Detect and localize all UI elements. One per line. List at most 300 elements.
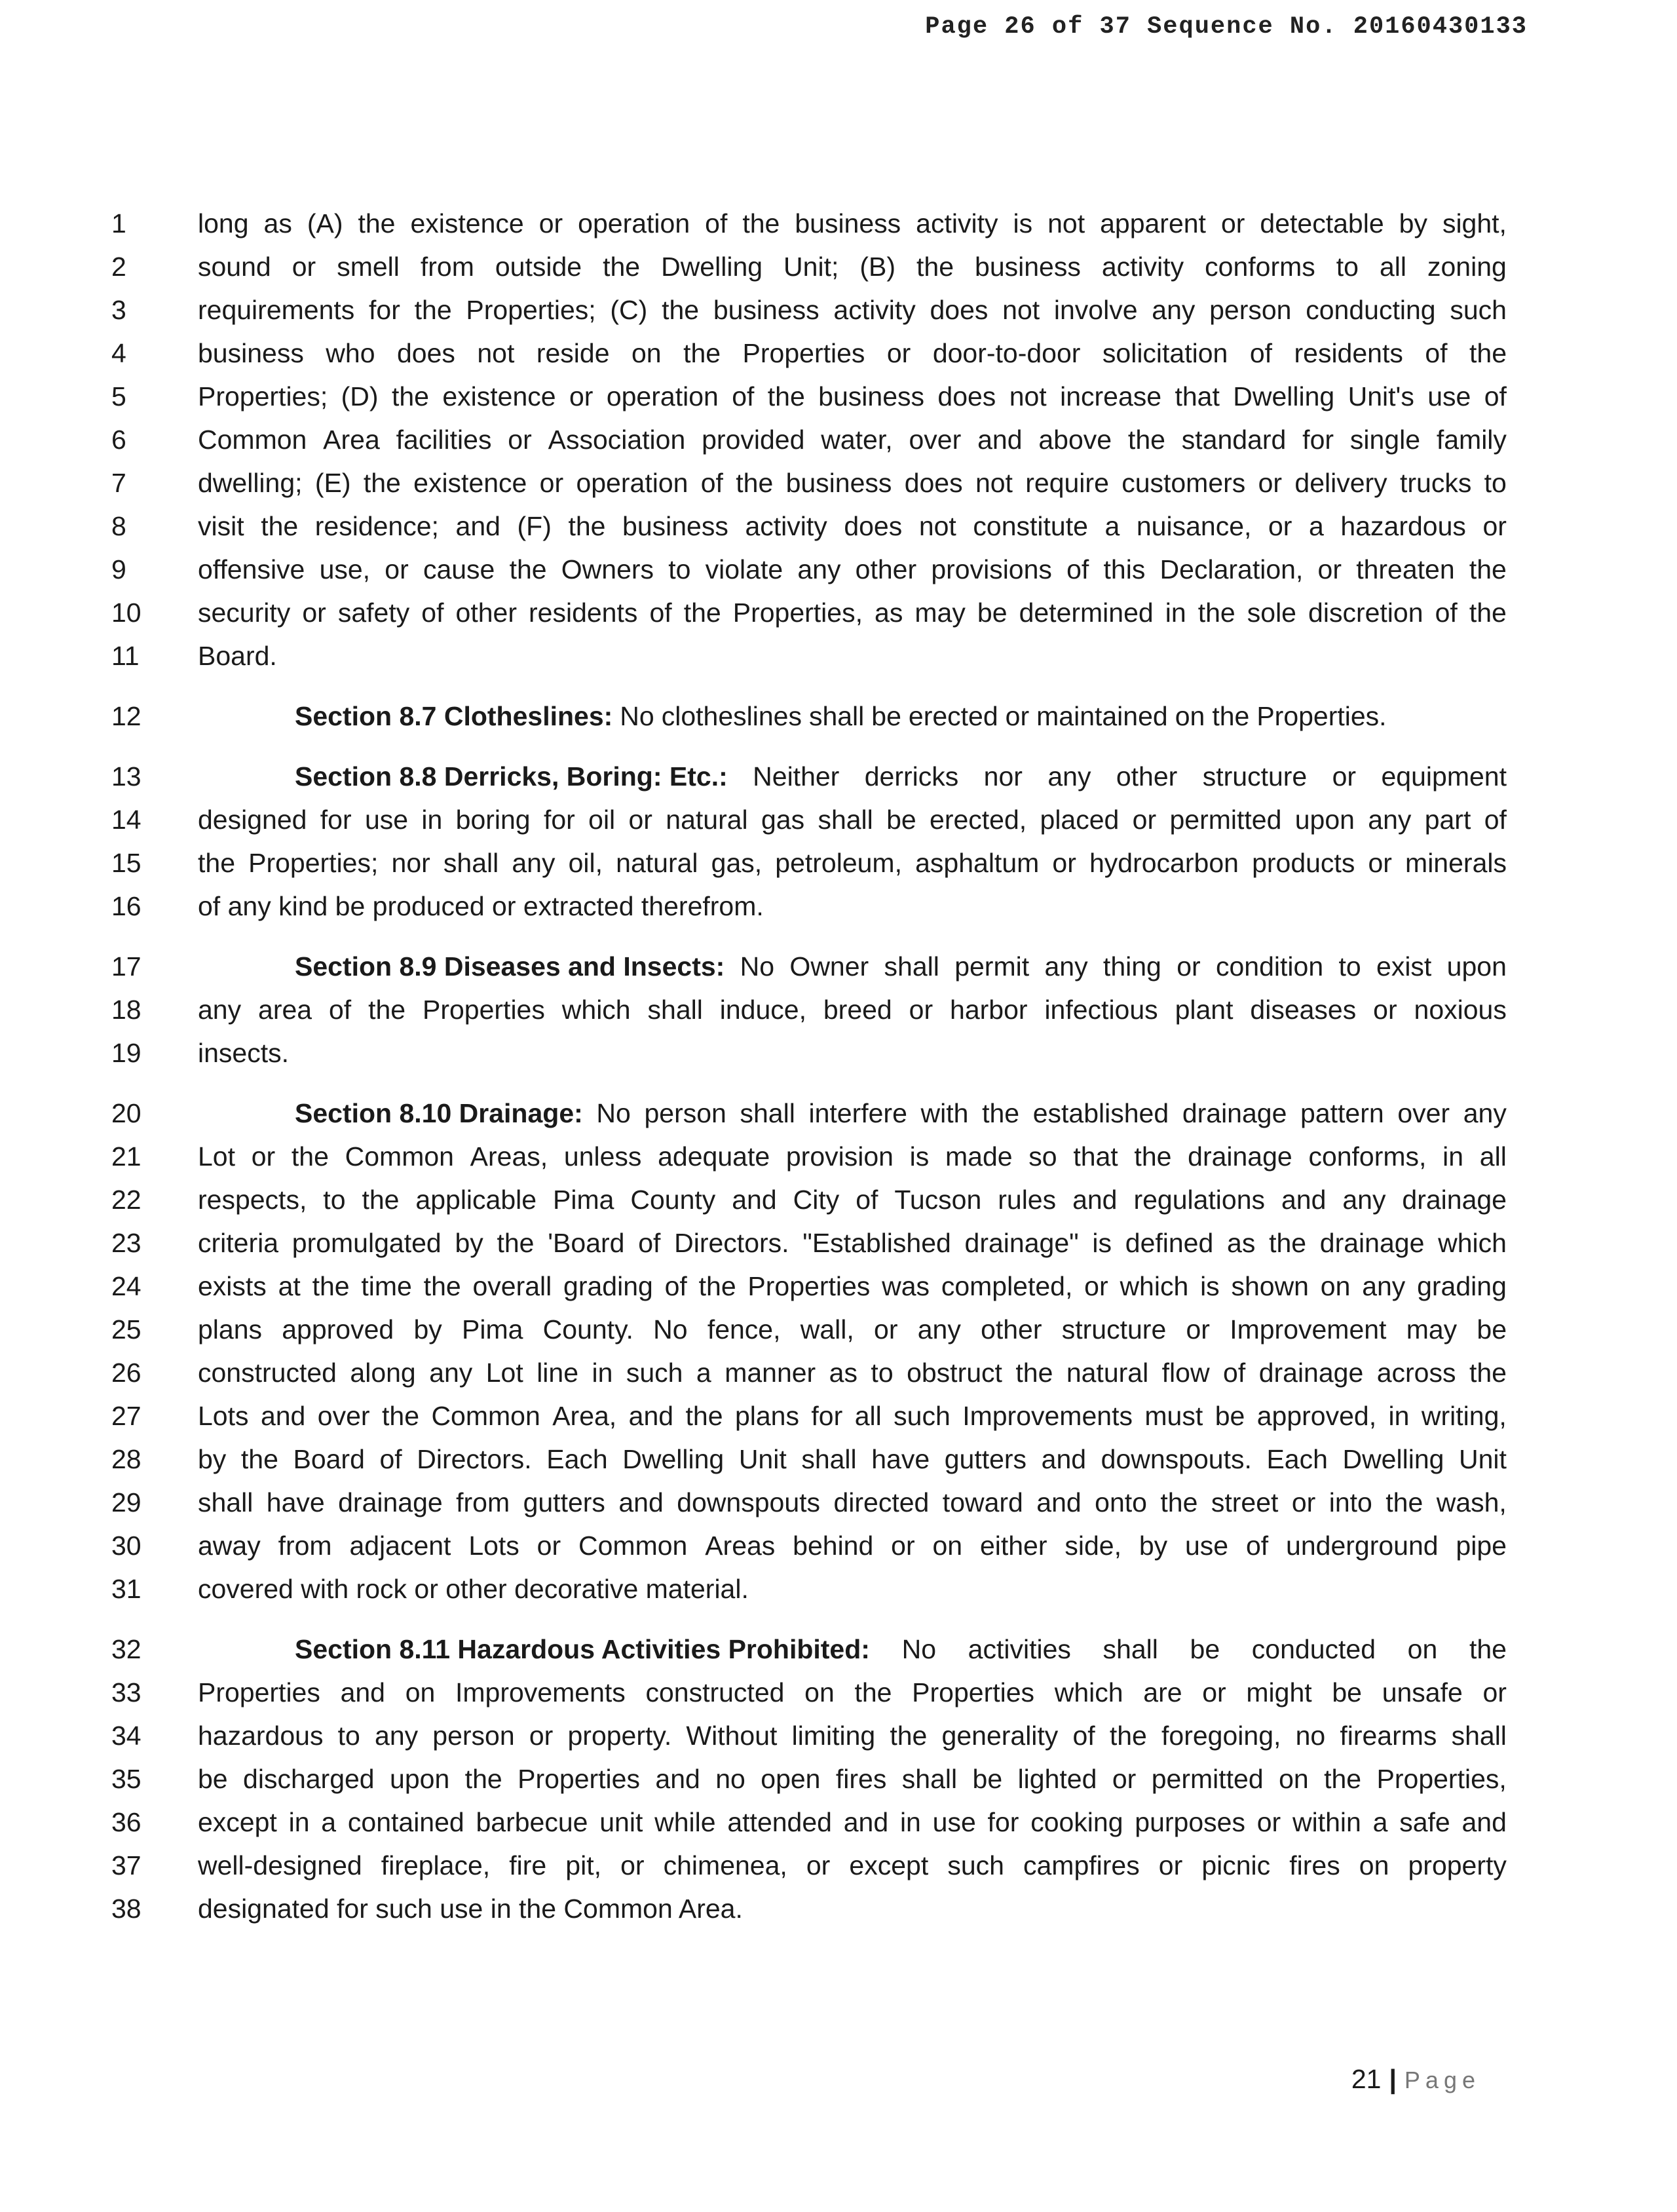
line-number: 20: [111, 1098, 141, 1128]
word: on: [405, 1677, 436, 1707]
word: the: [916, 252, 954, 282]
word: not: [1047, 208, 1085, 238]
word: or: [302, 598, 326, 628]
word: and: [1041, 1444, 1087, 1474]
word: Lot: [198, 1141, 235, 1172]
word: operation: [576, 468, 688, 498]
word: Properties;: [198, 381, 328, 411]
word: over: [1397, 1098, 1450, 1128]
word: existence: [410, 208, 524, 238]
document-line: [105, 1351, 1507, 1394]
word: the: [683, 598, 721, 628]
word: gutters: [944, 1444, 1027, 1474]
word: or: [1482, 1677, 1507, 1707]
word: wash,: [1436, 1487, 1507, 1517]
word: designed: [198, 805, 307, 835]
word: or: [620, 1850, 645, 1880]
word: foregoing,: [1161, 1721, 1281, 1751]
word: equipment: [1381, 761, 1507, 791]
word: campfires: [1023, 1850, 1140, 1880]
word: safe: [1399, 1807, 1450, 1837]
word: other: [855, 554, 917, 584]
word: the: [414, 295, 452, 325]
word: time: [361, 1271, 412, 1301]
section-block: [105, 755, 1507, 928]
word: discharged: [243, 1764, 375, 1794]
document-line: [105, 798, 1507, 841]
word: Common: [578, 1531, 688, 1561]
word: from: [456, 1487, 510, 1517]
word: the: [261, 511, 299, 541]
word: limiting: [791, 1721, 876, 1751]
line-text: [198, 332, 1507, 375]
word: provided: [702, 425, 805, 455]
word: business: [975, 252, 1081, 282]
document-line: [105, 695, 1507, 738]
word: onto: [1095, 1487, 1147, 1517]
word: for: [543, 805, 575, 835]
word: of: [638, 1228, 661, 1258]
word: does: [937, 381, 996, 411]
word: to: [323, 1185, 346, 1215]
word: Each: [546, 1444, 608, 1474]
word: County.: [542, 1314, 633, 1344]
word: or: [1084, 1271, 1108, 1301]
line-text: [198, 1394, 1507, 1438]
line-number: 6: [111, 425, 126, 455]
word: of: [649, 598, 672, 628]
document-line: [105, 548, 1507, 591]
word: sight,: [1442, 208, 1507, 238]
word: or: [806, 1850, 831, 1880]
word: contained: [347, 1807, 464, 1837]
word: be: [1190, 1634, 1220, 1664]
word: by: [1399, 208, 1427, 238]
word: discretion: [1308, 598, 1423, 628]
word: be: [1215, 1401, 1245, 1431]
word: or: [1112, 1764, 1137, 1794]
word: have: [871, 1444, 930, 1474]
word: as: [829, 1358, 857, 1388]
word: (B): [859, 252, 896, 282]
word: person: [644, 1098, 726, 1128]
word: Improvements: [455, 1677, 626, 1707]
word: the: [509, 554, 547, 584]
word: of: [705, 208, 728, 238]
word: pit,: [565, 1850, 601, 1880]
word: or: [1005, 701, 1030, 731]
line-number: 38: [111, 1894, 141, 1924]
line-text: [198, 1801, 1507, 1844]
word: hydrocarbon: [1089, 848, 1239, 878]
word: respects,: [198, 1185, 307, 1215]
word: hazardous: [198, 1721, 324, 1751]
word: may: [914, 598, 966, 628]
word: the: [1469, 338, 1507, 368]
word: or: [529, 1721, 554, 1751]
word: on: [1320, 1271, 1351, 1301]
word: shall: [740, 1098, 795, 1128]
line-text: [198, 548, 1507, 591]
word: of: [732, 381, 755, 411]
document-line: [105, 1031, 1507, 1075]
word: outside: [495, 252, 582, 282]
word: shown: [1231, 1271, 1309, 1301]
word: the: [1015, 1358, 1053, 1388]
document-line: [105, 1265, 1507, 1308]
document-body: [105, 202, 1507, 1947]
word: and: [1461, 1807, 1507, 1837]
word: shall: [801, 1444, 857, 1474]
word: be: [871, 701, 901, 731]
word: not: [1002, 295, 1040, 325]
word: either: [979, 1531, 1047, 1561]
word: which: [1120, 1271, 1189, 1301]
line-content: insects.: [198, 1038, 289, 1068]
word: in: [1388, 1401, 1410, 1431]
word: activity: [833, 295, 916, 325]
word: Pima: [462, 1314, 523, 1344]
word: of: [328, 995, 352, 1025]
word: interfere: [808, 1098, 907, 1128]
word: the: [1324, 1764, 1362, 1794]
word: any: [198, 995, 242, 1025]
word: or: [1291, 1487, 1316, 1517]
word: of: [1066, 554, 1089, 584]
word: the: [568, 511, 606, 541]
word: regulations: [1133, 1185, 1266, 1215]
document-line: [105, 1394, 1507, 1438]
word: does: [396, 338, 455, 368]
word: the: [363, 468, 401, 498]
word: shall: [808, 701, 865, 731]
line-number: 27: [111, 1401, 141, 1431]
word: "Established: [802, 1228, 951, 1258]
section-title: Section 8.11 Hazardous Activities Prohibited:: [295, 1634, 870, 1664]
word: offensive: [198, 554, 305, 584]
word: structure: [1061, 1314, 1167, 1344]
word: the: [391, 381, 429, 411]
word: shall: [198, 1487, 254, 1517]
word: or: [508, 425, 532, 455]
word: or: [1132, 805, 1157, 835]
word: petroleum,: [775, 848, 902, 878]
document-line: [105, 505, 1507, 548]
word: be: [977, 598, 1008, 628]
line-text: [198, 1135, 1507, 1178]
word: was: [882, 1271, 930, 1301]
line-number: 35: [111, 1764, 141, 1794]
word: the: [982, 1098, 1020, 1128]
line-text: [198, 1178, 1507, 1221]
document-line: [105, 885, 1507, 928]
word: over: [317, 1401, 370, 1431]
document-line: [105, 1438, 1507, 1481]
word: Dwelling: [622, 1444, 725, 1474]
word: sole: [1247, 598, 1296, 628]
word: on: [1407, 1634, 1438, 1664]
word: activity: [745, 511, 827, 541]
word: any: [797, 554, 841, 584]
word: and: [1036, 1487, 1082, 1517]
word: No: [653, 1314, 688, 1344]
document-line: [105, 375, 1507, 418]
word: exists: [198, 1271, 267, 1301]
document-line: [105, 1178, 1507, 1221]
word: attended: [727, 1807, 832, 1837]
word: purposes: [1135, 1807, 1245, 1837]
word: or: [886, 338, 911, 368]
word: except: [198, 1807, 277, 1837]
line-number: 36: [111, 1807, 141, 1837]
document-line: [105, 1628, 1507, 1671]
line-text: [198, 1671, 1507, 1714]
word: a: [321, 1807, 337, 1837]
line-number: 15: [111, 848, 141, 878]
page-footer: [1351, 2064, 1480, 2095]
word: gutters: [523, 1487, 605, 1517]
word: Common: [198, 425, 307, 455]
word: natural: [1066, 1358, 1149, 1388]
word: or: [1256, 1807, 1281, 1837]
word: for: [320, 805, 352, 835]
word: unsafe: [1382, 1677, 1463, 1707]
word: provision: [785, 1141, 894, 1172]
word: overall: [472, 1271, 552, 1301]
word: constructed: [198, 1358, 337, 1388]
word: activities: [968, 1634, 1071, 1664]
word: natural: [666, 805, 748, 835]
word: the: [1385, 1487, 1423, 1517]
word: or: [1158, 1850, 1183, 1880]
word: not: [918, 511, 956, 541]
word: family: [1436, 425, 1507, 455]
word: or: [891, 1531, 915, 1561]
word: in: [592, 1358, 613, 1388]
word: use: [932, 1807, 976, 1837]
word: diseases: [1250, 995, 1357, 1025]
word: is: [1200, 1271, 1220, 1301]
word: County: [630, 1185, 716, 1215]
word: oil: [588, 805, 616, 835]
line-text: [198, 945, 1507, 988]
word: for: [369, 295, 400, 325]
word: and: [455, 511, 500, 541]
word: the: [1212, 701, 1250, 731]
word: and: [732, 1185, 777, 1215]
word: Lots: [198, 1401, 249, 1431]
word: other: [981, 1314, 1042, 1344]
word: drainage: [338, 1487, 443, 1517]
line-number: 37: [111, 1850, 141, 1880]
word: erected,: [930, 805, 1027, 835]
word: upon: [390, 1764, 450, 1794]
word: as: [263, 208, 292, 238]
word: or: [1332, 761, 1357, 791]
word: no: [1295, 1721, 1326, 1751]
word: completed,: [941, 1271, 1073, 1301]
line-number: 33: [111, 1677, 141, 1707]
document-line: [105, 988, 1507, 1031]
word: drainage: [1188, 1141, 1292, 1172]
word: be: [1477, 1314, 1507, 1344]
document-line: [105, 332, 1507, 375]
word: use: [364, 805, 409, 835]
word: are: [1143, 1677, 1182, 1707]
word: the: [497, 1228, 535, 1258]
word: boring: [455, 805, 531, 835]
word: use: [1185, 1531, 1229, 1561]
word: established: [1032, 1098, 1169, 1128]
word: detectable: [1260, 208, 1384, 238]
word: Unit's: [1347, 381, 1414, 411]
word: solicitation: [1102, 338, 1228, 368]
line-number: 4: [111, 338, 126, 368]
line-text: [198, 1628, 1507, 1671]
document-line: [105, 461, 1507, 505]
word: approved,: [1256, 1401, 1377, 1431]
word: to: [1338, 951, 1361, 982]
word: the: [368, 995, 406, 1025]
word: the: [464, 1764, 502, 1794]
document-line: [105, 1308, 1507, 1351]
word: the: [662, 295, 700, 325]
word: activity: [916, 208, 998, 238]
line-number: 5: [111, 381, 126, 411]
word: Improvement: [1230, 1314, 1387, 1344]
word: thing: [1102, 951, 1161, 982]
line-number: 8: [111, 511, 126, 541]
word: the: [1134, 1141, 1172, 1172]
word: or: [874, 1314, 898, 1344]
word: infectious: [1044, 995, 1158, 1025]
word: Properties: [423, 995, 545, 1025]
word: directed: [833, 1487, 930, 1517]
line-number: 30: [111, 1531, 141, 1561]
word: the: [1127, 425, 1165, 455]
word: from: [420, 252, 474, 282]
word: street: [1211, 1487, 1279, 1517]
word: fireplace,: [381, 1850, 491, 1880]
word: drainage": [964, 1228, 1079, 1258]
word: Owner: [789, 951, 869, 982]
document-line: [105, 1221, 1507, 1265]
word: hazardous: [1340, 511, 1466, 541]
word: the: [312, 1271, 350, 1301]
document-line: [105, 1844, 1507, 1887]
word: No: [740, 951, 775, 982]
word: shall: [1451, 1721, 1507, 1751]
word: induce,: [719, 995, 806, 1025]
document-line: [105, 1887, 1507, 1930]
word: Dwelling: [1342, 1444, 1444, 1474]
word: gas: [761, 805, 805, 835]
word: barbecue: [476, 1807, 588, 1837]
word: residence;: [314, 511, 439, 541]
word: the: [362, 1185, 400, 1215]
word: toward: [942, 1487, 1023, 1517]
word: Common: [345, 1141, 454, 1172]
word: Common: [431, 1401, 540, 1431]
word: or: [537, 1531, 561, 1561]
word: to: [1484, 468, 1507, 498]
line-text: [198, 1757, 1507, 1801]
line-number: 2: [111, 252, 126, 282]
word: the: [240, 1444, 278, 1474]
word: constitute: [973, 511, 1088, 541]
word: or: [251, 1141, 276, 1172]
word: derricks: [864, 761, 959, 791]
word: part: [1424, 805, 1471, 835]
document-line: [105, 1567, 1507, 1611]
word: not: [975, 468, 1013, 498]
word: violate: [705, 554, 783, 584]
word: wall,: [800, 1314, 854, 1344]
line-text: [198, 1567, 1507, 1611]
word: not: [477, 338, 515, 368]
word: grading: [563, 1271, 653, 1301]
word: that: [1073, 1141, 1118, 1172]
word: the: [1109, 1721, 1147, 1751]
word: or: [1052, 848, 1076, 878]
word: (C): [610, 295, 648, 325]
word: for: [987, 1807, 1019, 1837]
word: and: [977, 425, 1023, 455]
section-block: [105, 1092, 1507, 1611]
word: Declaration,: [1159, 554, 1304, 584]
word: Tucson: [894, 1185, 982, 1215]
word: so: [1028, 1141, 1057, 1172]
word: gas,: [711, 848, 763, 878]
line-text: [198, 695, 1507, 738]
word: such: [626, 1358, 683, 1388]
document-line: [105, 1801, 1507, 1844]
word: Properties;: [248, 848, 379, 878]
word: require: [1025, 468, 1109, 498]
word: criteria: [198, 1228, 279, 1258]
word: in: [421, 805, 443, 835]
word: unless: [563, 1141, 642, 1172]
line-number: 25: [111, 1314, 141, 1344]
word: asphaltum: [915, 848, 1040, 878]
word: residents: [1294, 338, 1403, 368]
word: manner: [725, 1358, 816, 1388]
word: side,: [1065, 1531, 1121, 1561]
word: and: [655, 1764, 700, 1794]
word: above: [1038, 425, 1112, 455]
footer-separator: |: [1389, 2064, 1397, 2094]
word: minerals: [1405, 848, 1507, 878]
word: door-to-door: [932, 338, 1081, 368]
line-text: [198, 798, 1507, 841]
word: does: [844, 511, 903, 541]
word: of: [1484, 381, 1507, 411]
line-number: 14: [111, 805, 141, 835]
word: of: [1435, 598, 1458, 628]
word: business: [713, 295, 820, 325]
line-text: [198, 1887, 1507, 1930]
word: fence,: [707, 1314, 781, 1344]
line-text: [198, 1092, 1507, 1135]
word: to: [668, 554, 691, 584]
word: or: [1317, 554, 1342, 584]
word: and: [618, 1487, 664, 1517]
word: residents: [529, 598, 638, 628]
word: operation: [606, 381, 719, 411]
line-number: 19: [111, 1038, 141, 1068]
word: (D): [341, 381, 379, 411]
word: nor: [983, 761, 1023, 791]
